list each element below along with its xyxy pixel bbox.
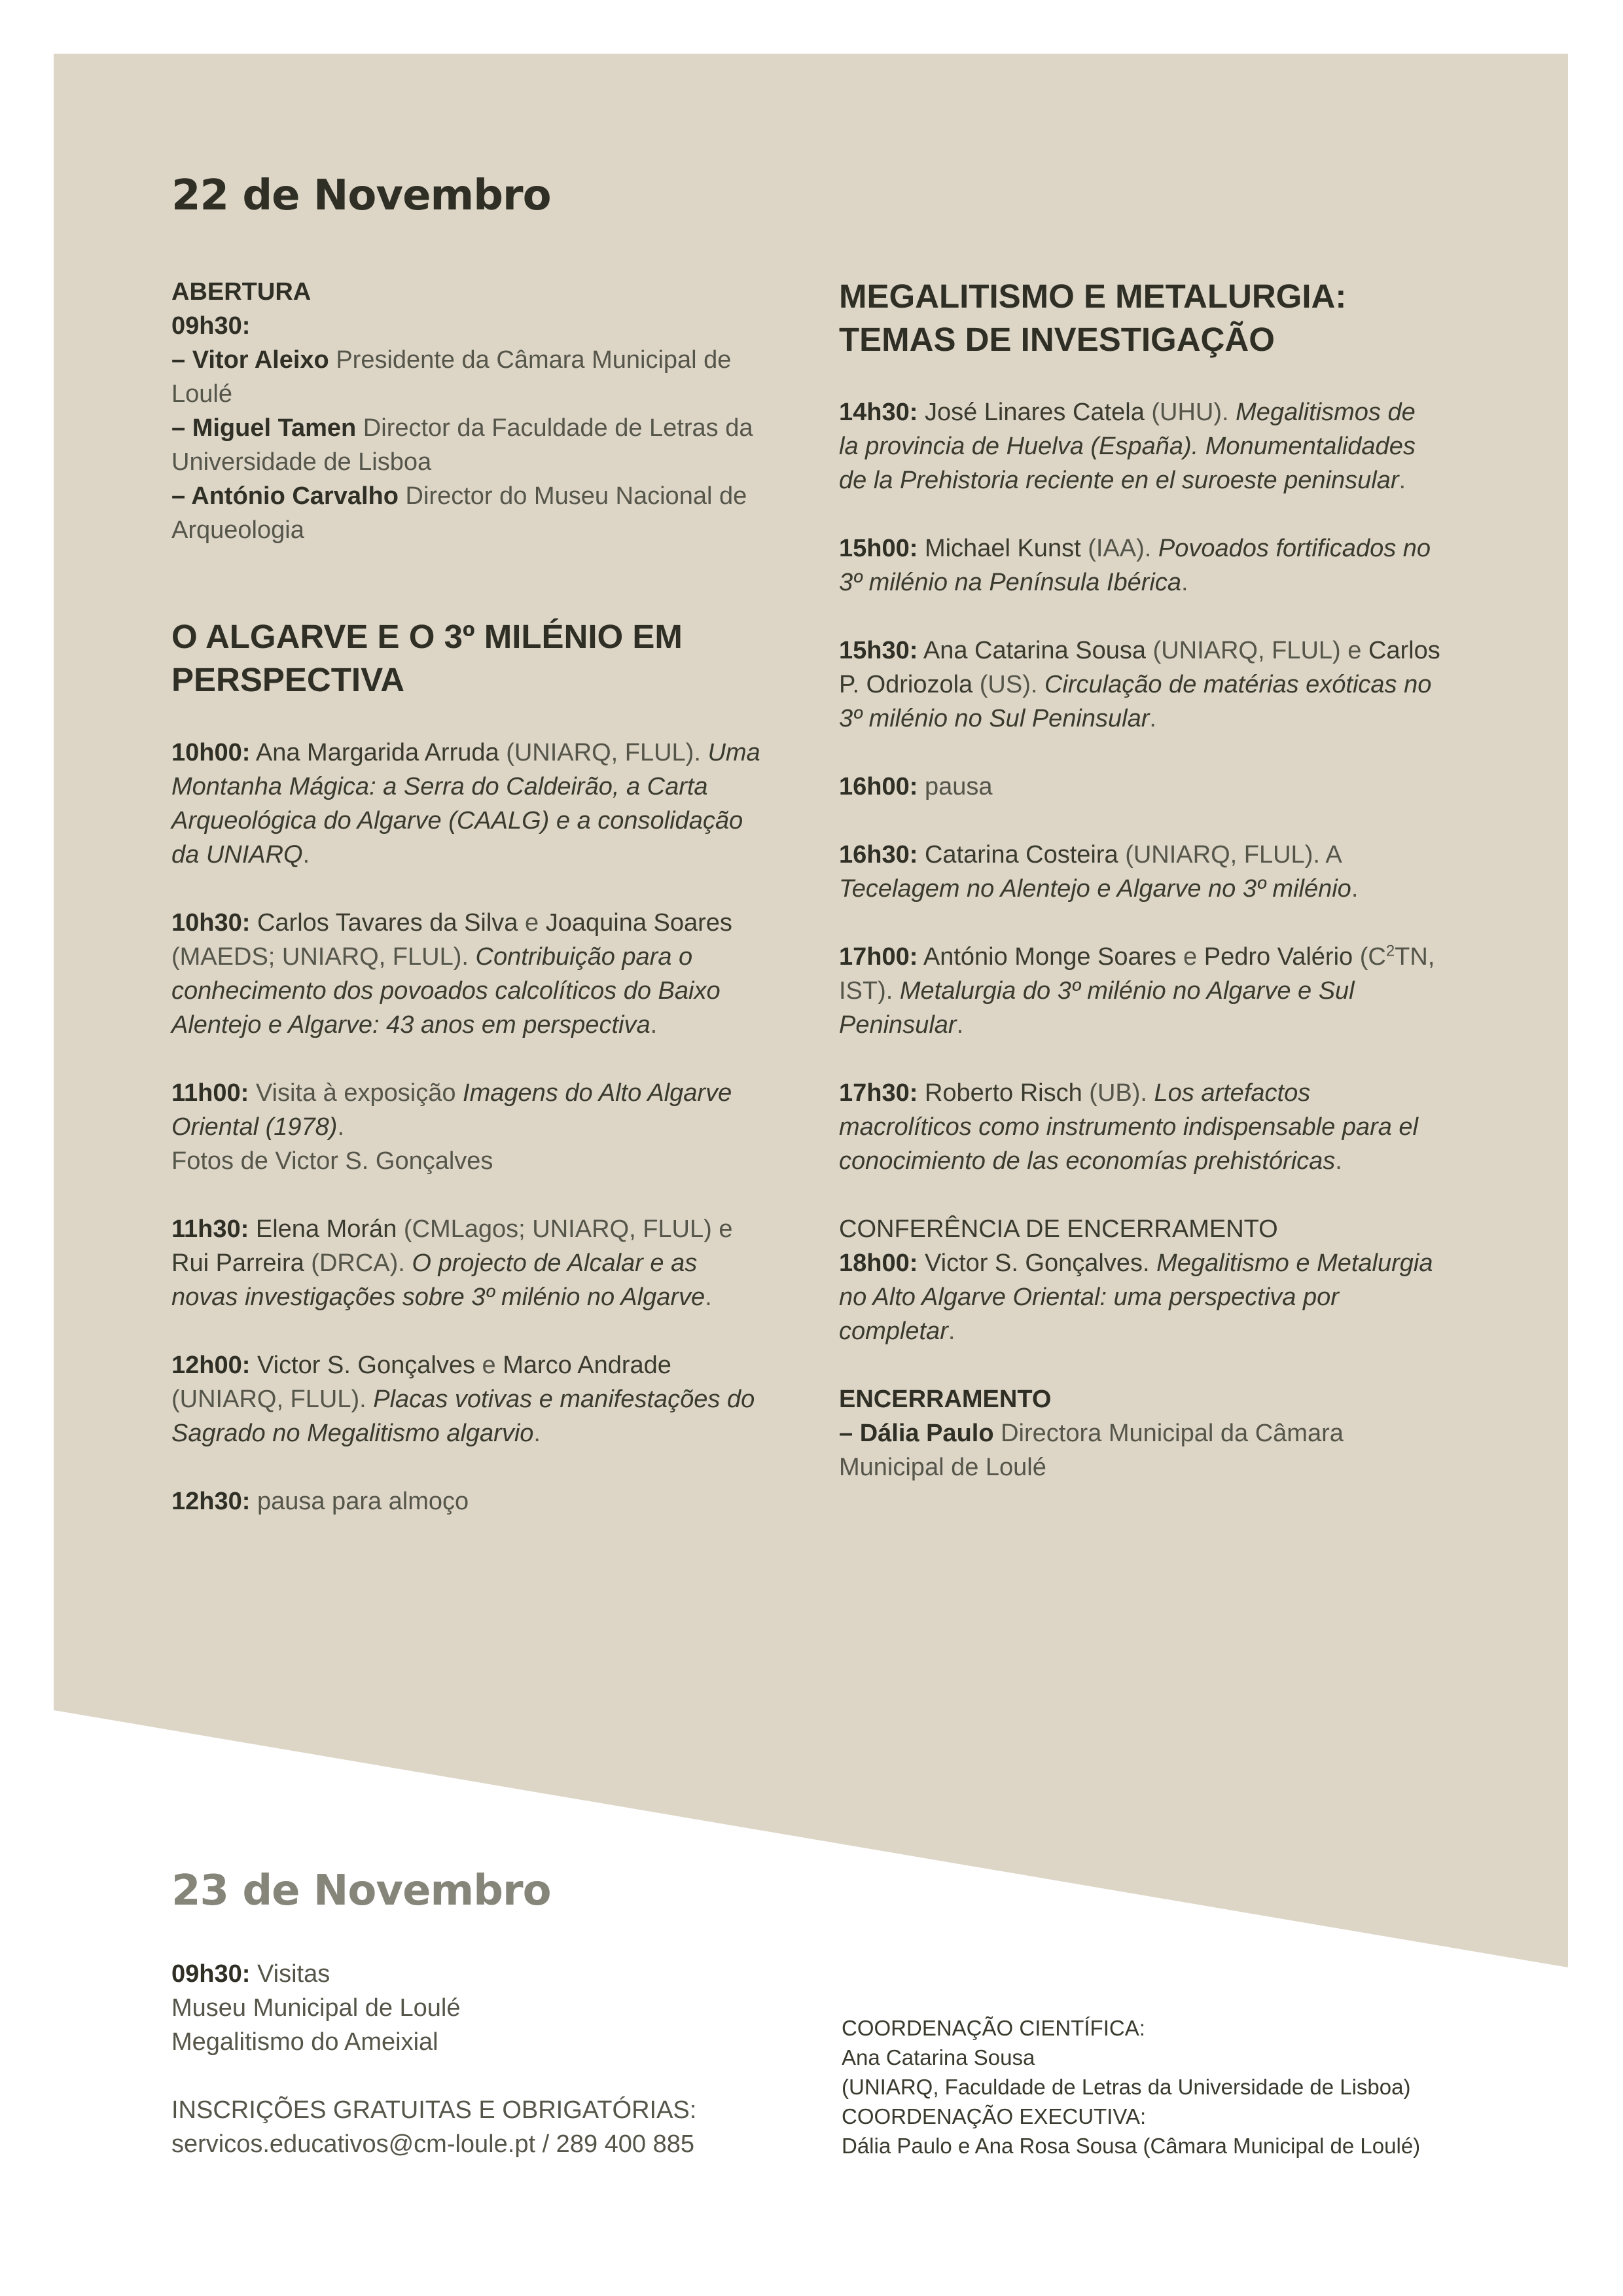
scientific-coordination-affiliation: (UNIARQ, Faculdade de Letras da Universidade de Lisboa): [842, 2075, 1411, 2099]
section1-heading: O ALGARVE E O 3º MILÉNIO EM PERSPECTIVA: [171, 618, 683, 698]
registration-contact: servicos.educativos@cm-loule.pt / 289 400 885: [171, 2130, 695, 2158]
talk-item: 11h00: Visita à exposição Imagens do Alto Algarve Oriental (1978). Fotos de Victor S. Gonçalves: [171, 1079, 732, 1175]
exhibition-note: Fotos de Victor S. Gonçalves: [171, 1147, 493, 1175]
opening-speaker: – Vitor Aleixo Presidente da Câmara Municipal de Loulé: [171, 346, 732, 408]
executive-coordination-names: Dália Paulo e Ana Rosa Sousa (Câmara Municipal de Loulé): [842, 2134, 1421, 2158]
closing-conference-heading: CONFERÊNCIA DE ENCERRAMENTO: [839, 1215, 1278, 1243]
left-column: [171, 275, 760, 1552]
talk-item: 17h30: Roberto Risch (UB). Los artefactos macrolíticos como instrumento indispensable para el conocimiento de las economías prehistóricas.: [839, 1079, 1418, 1175]
day2-block: [171, 1957, 826, 2161]
visit-item: Megalitismo do Ameixial: [171, 2028, 438, 2056]
closing-conference: CONFERÊNCIA DE ENCERRAMENTO 18h00: Victor S. Gonçalves. Megalitismo e Metalurgia no Alto Algarve Oriental: uma perspectiva por completar.: [839, 1212, 1441, 1348]
section2-heading: MEGALITISMO E METALURGIA: TEMAS DE INVESTIGAÇÃO: [839, 278, 1347, 358]
scientific-coordination-name: Ana Catarina Sousa: [842, 2045, 1035, 2070]
opening-time: 09h30:: [171, 312, 251, 340]
opening-speaker: – António Carvalho Director do Museu Nacional de Arqueologia: [171, 482, 747, 544]
closing-heading: ENCERRAMENTO: [839, 1386, 1052, 1413]
closing-block: ENCERRAMENTO – Dália Paulo Directora Municipal da Câmara Municipal de Loulé: [839, 1382, 1441, 1484]
talk-item: 12h30: pausa para almoço: [171, 1488, 469, 1515]
day2-title: 23 de Novembro: [171, 1867, 551, 1915]
talk-item: 14h30: José Linares Catela (UHU). Megalitismos de la provincia de Huelva (España). Monumentalidades de la Prehistoria reciente en el suroeste peninsular.: [839, 399, 1416, 494]
registration-label: INSCRIÇÕES GRATUITAS E OBRIGATÓRIAS:: [171, 2096, 697, 2124]
coordination-block: [842, 2013, 1529, 2161]
opening-heading: ABERTURA: [171, 278, 312, 306]
talk-item: 16h00: pausa: [839, 773, 993, 800]
talk-item: 12h00: Victor S. Gonçalves e Marco Andrade (UNIARQ, FLUL). Placas votivas e manifestações do Sagrado no Megalitismo algarvio.: [171, 1352, 755, 1447]
visit-item: Museu Municipal de Loulé: [171, 1994, 461, 2022]
opening-speaker: – Miguel Tamen Director da Faculdade de Letras da Universidade de Lisboa: [171, 414, 753, 476]
talk-item: 15h30: Ana Catarina Sousa (UNIARQ, FLUL) e Carlos P. Odriozola (US). Circulação de matérias exóticas no 3º milénio no Sul Peninsular.: [839, 637, 1440, 732]
right-column: [839, 275, 1441, 1518]
executive-coordination-label: COORDENAÇÃO EXECUTIVA:: [842, 2104, 1147, 2128]
talk-item: 10h00: Ana Margarida Arruda (UNIARQ, FLUL). Uma Montanha Mágica: a Serra do Caldeirão, a Carta Arqueológica do Algarve (CAALG) e a consolidação da UNIARQ.: [171, 739, 760, 869]
talk-item: 11h30: Elena Morán (CMLagos; UNIARQ, FLUL) e Rui Parreira (DRCA). O projecto de Alcalar e as novas investigações sobre 3º milénio no Algarve.: [171, 1215, 733, 1311]
day1-title: 22 de Novembro: [171, 171, 551, 220]
talk-item: 17h00: António Monge Soares e Pedro Valério ($C^2TN$, IST). Metalurgia do 3º milénio no Algarve e Sul Peninsular.: [839, 942, 1435, 1039]
talk-item: 15h00: Michael Kunst (IAA). Povoados fortificados no 3º milénio na Península Ibérica.: [839, 535, 1431, 596]
visits-line: 09h30: Visitas: [171, 1960, 330, 1988]
talk-item: 10h30: Carlos Tavares da Silva e Joaquina Soares (MAEDS; UNIARQ, FLUL). Contribuição para o conhecimento dos povoados calcolíticos do Baixo Alentejo e Algarve: 43 anos em perspectiva.: [171, 909, 732, 1039]
talk-item: 16h30: Catarina Costeira (UNIARQ, FLUL). A Tecelagem no Alentejo e Algarve no 3º milénio.: [839, 841, 1359, 903]
opening-block: [171, 275, 760, 547]
scientific-coordination-label: COORDENAÇÃO CIENTÍFICA:: [842, 2016, 1145, 2040]
